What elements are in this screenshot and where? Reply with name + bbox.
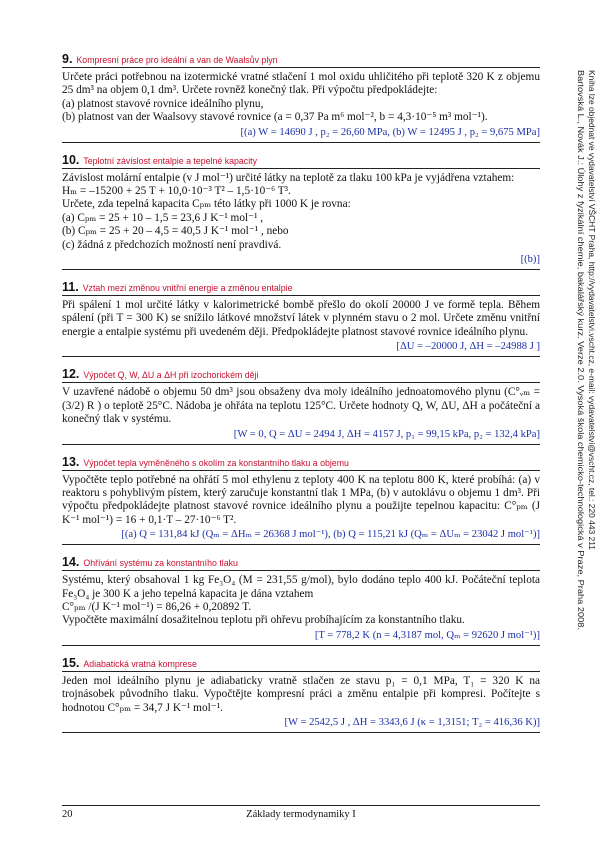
problem-body bbox=[62, 473, 540, 546]
problem-number: 12. bbox=[62, 367, 80, 382]
problem-9 bbox=[62, 52, 540, 143]
problem-13 bbox=[62, 455, 540, 546]
problem-text: (a) platnost stavové rovnice ideálního plynu, bbox=[62, 97, 264, 110]
problem-title: Adiabatická vratná komprese bbox=[83, 658, 197, 669]
problem-text: Určete práci potřebnou na izotermické vratné stlačení 1 mol oxidu uhličitého při teplotě 320 K z objemu 25 dm³ na objem 0,1 dm³. Určete rovněž konečný tlak. Při výpočtu předpokládejte: bbox=[62, 71, 540, 97]
problem-answer: [ΔU = –20000 J, ΔH = –24988 J ] bbox=[396, 341, 540, 353]
problem-header bbox=[62, 555, 540, 571]
problem-body bbox=[62, 385, 540, 444]
problem-text: (c) žádná z předchozích možností není pravdivá. bbox=[62, 238, 282, 251]
problem-text: (b) Cₚₘ = 25 + 20 – 4,5 = 40,5 J K⁻¹ mol⁻¹ , nebo bbox=[62, 225, 289, 238]
problem-12 bbox=[62, 367, 540, 444]
citation-line-1: Bartovská L., Novák J.: Úlohy z fyzikální chemie, bakalářský kurz. Verze 2.0. Vysoká škola chemicko-technologická v Praze, Praha 2008. bbox=[576, 70, 586, 573]
problem-header bbox=[62, 52, 540, 68]
problem-header bbox=[62, 367, 540, 383]
problem-text: (a) Cₚₘ = 25 + 10 – 1,5 = 23,6 J K⁻¹ mol⁻¹ , bbox=[62, 211, 264, 224]
problem-body bbox=[62, 573, 540, 646]
problem-text: Jeden mol ideálního plynu je adiabaticky vratně stlačen ze stavu p₁ = 0,1 MPa, T₁ = 320 K na trojnásobek původního tlaku. Vypočtějte kompresní práci a změnu entalpie při kompresi. Počítejte s hodnotou C°ₚₘ = 34,7 J K⁻¹ mol⁻¹. bbox=[62, 674, 540, 714]
page-content bbox=[62, 52, 540, 743]
problem-text: Při spálení 1 mol určité látky v kalorimetrické bombě přešlo do okolí 20000 J ve formě tepla. Během spálení (při T = 300 K) se snížilo látkové množství látek v plynném stavu o 2 mol. Určete změnu vnitřní energie a entalpie systému při uvedeném ději. Předpokládejte platnost stavové rovnice ideálního plynu. bbox=[62, 299, 540, 338]
page-number: 20 bbox=[62, 809, 73, 820]
problem-answer: [W = 0, Q = ΔU = 2494 J, ΔH = 4157 J, p₁ = 99,15 kPa, p₂ = 132,4 kPa] bbox=[233, 428, 540, 440]
problem-text: V uzavřené nádobě o objemu 50 dm³ jsou obsaženy dva moly ideálního jednoatomového plynu (C°ᵥₘ = (3/2) R ) o teplotě 25°C. Nádoba je ohřáta na teplotu 125°C. Určete hodnoty Q, W, ΔU, ΔH a počáteční a konečný tlak v systému. bbox=[62, 386, 540, 426]
citation-line-2: Kniha lze objednat ve vydavatelství VŠCHT Praha, http://vydavatelstvi.vscht.cz, e-mail: vydavatelstvi@vscht.cz, tel.: 220 443 211 bbox=[587, 70, 597, 543]
equation: Hₘ = –15200 + 25 T + 10,0·10⁻³ T² – 1,5·10⁻⁶ T³. bbox=[62, 185, 291, 198]
problem-header bbox=[62, 455, 540, 471]
problem-answer: [(a) Q = 131,84 kJ (Qₘ = ΔHₘ = 26368 J mol⁻¹), (b) Q = 115,21 kJ (Qₘ = ΔUₘ = 23042 J mol⁻¹)] bbox=[121, 529, 540, 541]
problem-number: 9. bbox=[62, 52, 73, 66]
problem-title: Teplotní závislost entalpie a tepelné kapacity bbox=[83, 155, 257, 166]
problem-answer: [T = 778,2 K (n = 4,3187 mol, Qₘ = 92620 J mol⁻¹)] bbox=[314, 629, 540, 641]
problem-number: 15. bbox=[62, 655, 80, 670]
side-citation-text bbox=[567, 70, 600, 630]
problem-body bbox=[62, 674, 540, 733]
problem-text: Systému, který obsahoval 1 kg Fe₃O₄ (M = 231,55 g/mol), bylo dodáno teplo 400 kJ. Počáteční teplota Fe₃O₄ je 300 K a jeho tepelná kapacita je dána vztahem bbox=[62, 574, 540, 600]
problem-text: (b) platnost van der Waalsovy stavové rovnice (a = 0,37 Pa m⁶ mol⁻², b = 4,3·10⁻⁵ m³ mol⁻¹). bbox=[62, 111, 488, 124]
problem-text: Vypočtěte teplo potřebné na ohřátí 5 mol ethylenu z teploty 400 K na teplotu 800 K, které probíhá: (a) v reaktoru s pohyblivým pístem, který zaručuje konstantní tlak 1 MPa, (b) v autoklávu o objemu 1 dm³. Při výpočtu předpokládejte platnost stavové rovnice ideálního plynu a použijte tepelnou kapacitu: C°ₚₘ (J K⁻¹ mol⁻¹) = 16 + 0,1·T – 27·10⁻⁶ T². bbox=[62, 473, 540, 526]
problem-number: 10. bbox=[62, 152, 80, 167]
side-citation bbox=[567, 70, 600, 630]
problem-body bbox=[62, 70, 540, 143]
problem-number: 11. bbox=[62, 280, 79, 295]
problem-text: Závislost molární entalpie (v J mol⁻¹) určité látky na teplotě za tlaku 100 kPa je vyjádřena vztahem: bbox=[62, 171, 515, 184]
page-footer bbox=[62, 805, 540, 820]
problem-answer: [(b)] bbox=[520, 254, 540, 266]
problem-title: Výpočet tepla vyměněného s okolím za konstantního tlaku a objemu bbox=[83, 457, 349, 468]
problem-body bbox=[62, 171, 540, 270]
problem-title: Výpočet Q, W, ΔU a ΔH při izochorickém ději bbox=[83, 370, 259, 381]
problem-title: Ohřívání systému za konstantního tlaku bbox=[83, 558, 238, 569]
problem-answer: [(a) W = 14690 J , p₂ = 26,60 MPa, (b) W = 12495 J , p₂ = 9,675 MPa] bbox=[240, 126, 540, 138]
problem-11 bbox=[62, 280, 540, 357]
problem-body bbox=[62, 298, 540, 357]
problem-header bbox=[62, 656, 540, 672]
equation: C°ₚₘ /(J K⁻¹ mol⁻¹) = 86,26 + 0,20892 T. bbox=[62, 600, 252, 613]
problem-14 bbox=[62, 555, 540, 646]
problem-text: Určete, zda tepelná kapacita Cₚₘ této látky při 1000 K je rovna: bbox=[62, 198, 351, 211]
problem-number: 13. bbox=[62, 454, 80, 469]
problem-title: Vztah mezi změnou vnitřní energie a změnou entalpie bbox=[82, 283, 293, 294]
problem-15 bbox=[62, 656, 540, 733]
problem-answer: [W = 2542,5 J , ΔH = 3343,6 J (κ = 1,3151; T₂ = 416,36 K)] bbox=[284, 716, 540, 728]
problem-text: Vypočtěte maximální dosažitelnou teplotu při ohřevu probíhajícím za konstantního tlaku. bbox=[62, 614, 465, 627]
problem-title: Kompresní práce pro ideální a van de Waalsův plyn bbox=[76, 55, 278, 65]
problem-header bbox=[62, 280, 540, 296]
footer-title: Základy termodynamiky I bbox=[246, 809, 356, 820]
problem-10 bbox=[62, 153, 540, 270]
problem-header bbox=[62, 153, 540, 169]
problem-number: 14. bbox=[62, 555, 80, 570]
